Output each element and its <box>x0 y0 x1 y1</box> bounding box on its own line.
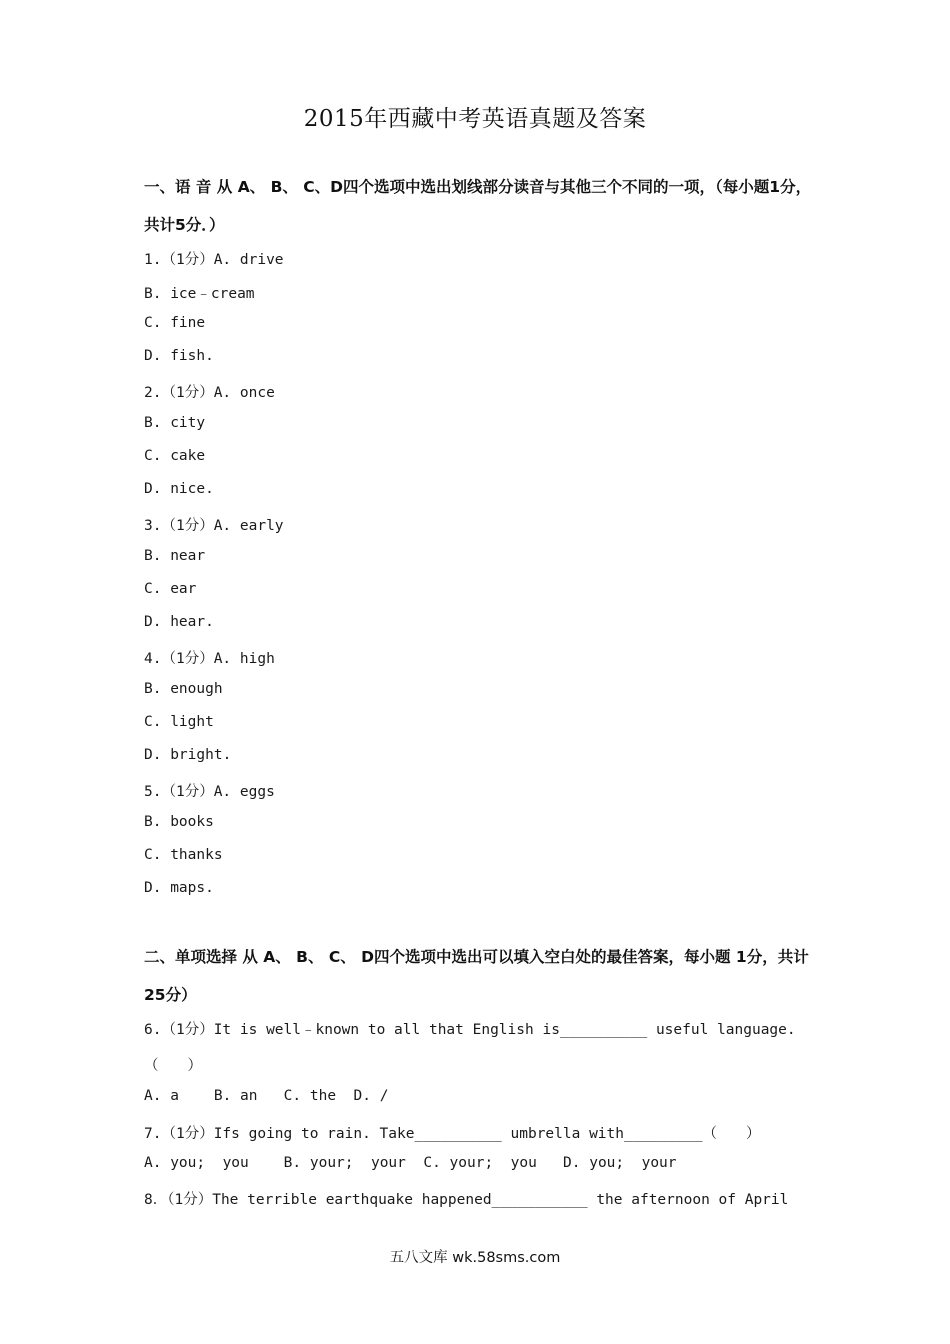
question-1-option-a: 1.（1分）A. drive <box>144 252 284 268</box>
question-4-option-c: C. light <box>144 714 214 730</box>
question-7-options: A. you; you B. your; your C. your; you D. you; your <box>144 1155 677 1171</box>
question-5-option-d: D. maps. <box>144 880 214 896</box>
question-5-option-b: B. books <box>144 814 214 830</box>
section-2-heading: 二、单项选择 从 A、 B、 C、 D四个选项中选出可以填入空白处的最佳答案，每小题 1分，共计25分） <box>144 948 809 1004</box>
question-4-option-a: 4.（1分）A. high <box>144 651 275 667</box>
question-2-option-b: B. city <box>144 415 206 431</box>
question-3-option-c: C. ear <box>144 581 197 597</box>
question-2-option-c: C. cake <box>144 448 206 464</box>
footer-watermark: 五八文库 wk.58sms.com <box>389 1250 561 1266</box>
question-5-option-a: 5.（1分）A. eggs <box>144 784 275 800</box>
question-1-option-c: C. fine <box>144 315 206 331</box>
question-3-option-d: D. hear. <box>144 614 214 630</box>
question-3-option-a: 3.（1分）A. early <box>144 518 284 534</box>
question-3-option-b: B. near <box>144 548 206 564</box>
question-4-option-d: D. bright. <box>144 747 232 763</box>
question-5-option-c: C. thanks <box>144 847 223 863</box>
question-1-option-d: D. fish. <box>144 348 214 364</box>
question-2-option-d: D. nice. <box>144 481 214 497</box>
question-6-options: A. a B. an C. the D. / <box>144 1088 389 1104</box>
question-6-answer-bracket: （ ） <box>144 1058 202 1074</box>
section-1-heading: 一、语 音 从 A、 B、 C、D四个选项中选出划线部分读音与其他三个不同的一项，（每小题1分，共计5分．） <box>144 178 812 234</box>
question-1-option-b: B. ice﹣cream <box>144 286 255 302</box>
question-6-stem: 6.（1分）It is well﹣known to all that English is__________ useful language. <box>144 1022 796 1038</box>
document-title: 2015年西藏中考英语真题及答案 <box>303 106 647 132</box>
question-8-stem: 8．（1分）The terrible earthquake happened___________ the afternoon of April <box>144 1192 789 1208</box>
question-7-stem: 7.（1分）Ifs going to rain. Take__________ umbrella with_________（ ） <box>144 1126 761 1142</box>
question-4-option-b: B. enough <box>144 681 223 697</box>
question-2-option-a: 2.（1分）A. once <box>144 385 275 401</box>
